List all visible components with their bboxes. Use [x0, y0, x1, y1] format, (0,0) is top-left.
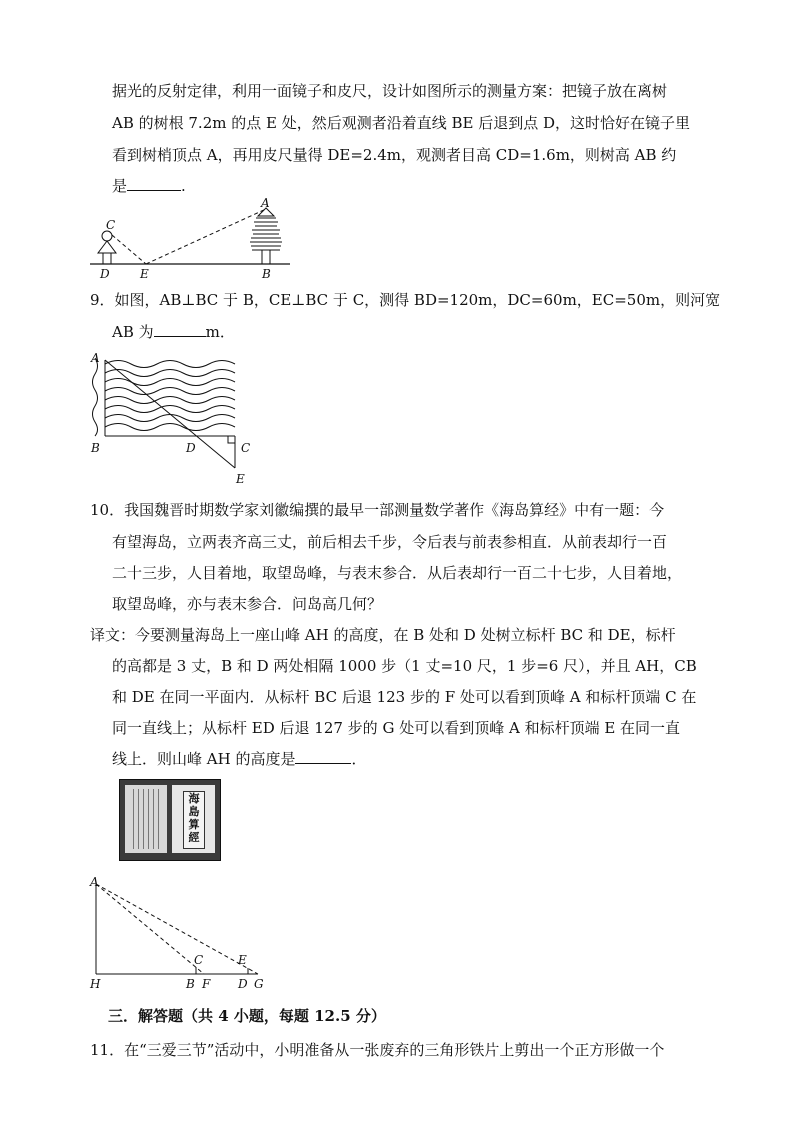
- q10-line-3: 二十三步，人目着地，取望岛峰，与表末参合．从后表却行一百二十七步，人目着地，: [112, 564, 683, 582]
- q10-line-4: 取望岛峰，亦与表末参合．问岛高几何？: [112, 595, 383, 613]
- q8-line-4-text: 是: [112, 177, 128, 195]
- q10-end: ．: [351, 750, 367, 768]
- label-d: D: [100, 267, 110, 281]
- q8-line-2: AB 的树根 7.2m 的点 E 处，然后观测者沿着直线 BE 后退到点 D，这时恰好在镜子里: [112, 114, 691, 132]
- q8-line-4: [112, 176, 186, 196]
- q8-end: .: [181, 177, 186, 195]
- q10-trans-line-2: 的高都是 3 丈，B 和 D 两处相隔 1000 步（1 丈=10 尺，1 步=6 尺），并且 AH，CB: [112, 657, 697, 675]
- label-c: C: [106, 218, 116, 232]
- q9-river-figure: [88, 350, 258, 490]
- book-title-char: 島: [188, 805, 200, 818]
- label-b: B: [91, 441, 100, 455]
- book-title-char: 海: [188, 792, 200, 805]
- label-e: E: [238, 953, 247, 967]
- book-title-char: 算: [188, 818, 200, 831]
- q10-trans-line-1: 译文：今要测量海岛上一座山峰 AH 的高度，在 B 处和 D 处树立标杆 BC 和 DE，标杆: [90, 626, 676, 644]
- book-title-slip: [183, 791, 205, 849]
- q9-line-2-pre: AB 为: [112, 323, 154, 341]
- label-e: E: [140, 267, 149, 281]
- q11-line-1: 11．在“三爱三节”活动中，小明准备从一张废弃的三角形铁片上剪出一个正方形做一个: [90, 1041, 665, 1059]
- label-c: C: [241, 441, 251, 455]
- answer-blank[interactable]: [154, 322, 206, 337]
- q10-line-1: 10．我国魏晋时期数学家刘徽编撰的最早一部测量数学著作《海岛算经》中有一题：今: [90, 501, 665, 519]
- book-cover: [172, 785, 215, 853]
- label-h: H: [90, 977, 101, 991]
- label-b: B: [186, 977, 195, 991]
- q10-trans-line-3: 和 DE 在同一平面内．从标杆 BC 后退 123 步的 F 处可以看到顶峰 A 和标杆顶端 C 在: [112, 688, 697, 706]
- q9-line-2: [112, 322, 235, 342]
- q8-mirror-figure: [80, 196, 300, 282]
- q8-line-1: 据光的反射定律，利用一面镜子和皮尺，设计如图所示的测量方案：把镜子放在离树: [112, 82, 668, 100]
- label-a: A: [90, 875, 99, 889]
- label-e: E: [236, 472, 245, 486]
- label-d: D: [238, 977, 248, 991]
- q10-island-figure: [86, 874, 272, 994]
- label-c: C: [194, 953, 204, 967]
- q10-trans-line-5: [112, 749, 366, 769]
- answer-blank[interactable]: [295, 749, 351, 764]
- q9-line-1: 9．如图，AB⊥BC 于 B，CE⊥BC 于 C，测得 BD=120m，DC=60m，EC=50m，则河宽: [90, 291, 721, 309]
- book-page-left: [125, 785, 167, 853]
- book-image: [119, 779, 221, 861]
- label-a: A: [91, 351, 100, 365]
- section-heading: 三．解答题（共 4 小题，每题 12.5 分）: [108, 1007, 386, 1025]
- label-d: D: [186, 441, 196, 455]
- q10-trans-line-4: 同一直线上；从标杆 ED 后退 127 步的 G 处可以看到顶峰 A 和标杆顶端 E 在同一直: [112, 719, 681, 737]
- label-g: G: [254, 977, 264, 991]
- label-b: B: [262, 267, 271, 281]
- q10-line-2: 有望海岛，立两表齐高三丈，前后相去千步，令后表与前表参相直．从前表却行一百: [112, 533, 668, 551]
- q10-trans-line-5-text: 线上．则山峰 AH 的高度是: [112, 750, 296, 768]
- book-title-char: 經: [188, 831, 200, 844]
- q8-line-3: 看到树梢顶点 A，再用皮尺量得 DE=2.4m，观测者目高 CD=1.6m，则树高 AB 约: [112, 146, 677, 164]
- label-a: A: [261, 196, 270, 210]
- answer-blank[interactable]: [127, 176, 181, 191]
- label-f: F: [202, 977, 211, 991]
- q9-line-2-post: m．: [205, 323, 235, 341]
